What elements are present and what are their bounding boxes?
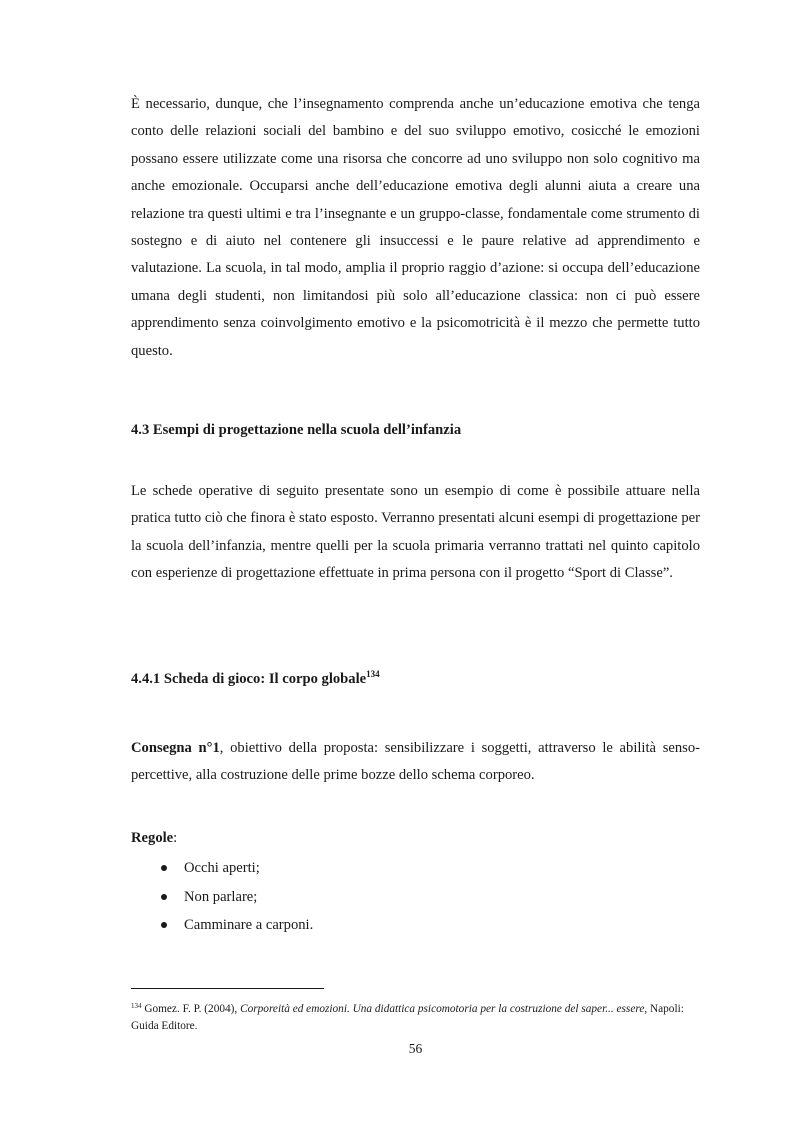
rules-colon: : — [173, 830, 178, 846]
list-item — [131, 883, 531, 912]
heading-text: 4.4.1 Scheda di gioco: Il corpo globale — [131, 671, 367, 687]
section-heading-4-4-1 — [131, 664, 700, 689]
consegna-text: , obiettivo della proposta: sensibilizzare i soggetti, attraverso le abilità senso-percettive, alla costruzione delle prime bozze dello schema corporeo. — [131, 740, 700, 784]
paragraph-emotional-education: È necessario, dunque, che l’insegnamento comprenda anche un’educazione emotiva che tenga conto delle relazioni sociali del bambino e del suo sviluppo emotivo, cosicché le emozioni possano essere utilizzate come una risorsa che concorre ad uno sviluppo non solo cognitivo ma anche emozionale. Occuparsi anche dell’educazione emotiva degli alunni aiuta a creare una relazione tra questi ultimi e tra l’insegnante e un gruppo-classe, fondamentale come strumento di sostegno e di aiuto nel contenere gli insuccessi e le paure relative ad apprendimento e valutazione. La scuola, in tal modo, amplia il proprio raggio d’azione: si occupa dell’educazione umana degli studenti, non limitandosi più solo all’educazione classica: non ci può essere apprendimento senza coinvolgimento emotivo e la psicomotricità è il mezzo che permette tutto questo. — [131, 96, 700, 359]
list-item — [131, 911, 531, 940]
section-heading-4-3: 4.3 Esempi di progettazione nella scuola dell’infanzia — [131, 422, 462, 438]
consegna-label: Consegna n°1 — [131, 740, 220, 756]
footnote-publisher: , Napoli: Guida Editore. — [131, 1003, 684, 1032]
bullet-icon — [161, 865, 167, 871]
rule-text: Occhi aperti; — [184, 860, 260, 876]
footnote-number: 134 — [131, 1002, 142, 1010]
list-item — [131, 854, 531, 883]
footnote-separator — [131, 988, 324, 989]
rules-label: Regole — [131, 830, 174, 846]
footnote — [131, 998, 700, 1034]
page-number: 56 — [408, 1041, 423, 1056]
footnote-title: Corporeità ed emozioni. Una didattica psicomotoria per la costruzione del saper... essere — [240, 1003, 645, 1015]
bullet-icon — [161, 894, 167, 900]
rule-text: Non parlare; — [184, 888, 258, 905]
rules-list — [131, 854, 531, 940]
consegna-paragraph — [131, 735, 700, 790]
bullet-icon — [161, 922, 167, 928]
rules-title — [131, 828, 177, 848]
footnote-author: Gomez. F. P. (2004), — [141, 1003, 241, 1015]
paragraph-operative-cards: Le schede operative di seguito presentate sono un esempio di come è possibile attuare nella pratica tutto ciò che finora è stato esposto. Verranno presentati alcuni esempi di progettazione per la scuola dell’infanzia, mentre quelli per la scuola primaria verranno trattati nel quinto capitolo con esperienze di progettazione effettuate in prima persona con il progetto “Sport di Classe”. — [131, 483, 700, 582]
footnote-reference: 134 — [366, 669, 380, 679]
rule-text: Camminare a carponi. — [184, 917, 314, 933]
